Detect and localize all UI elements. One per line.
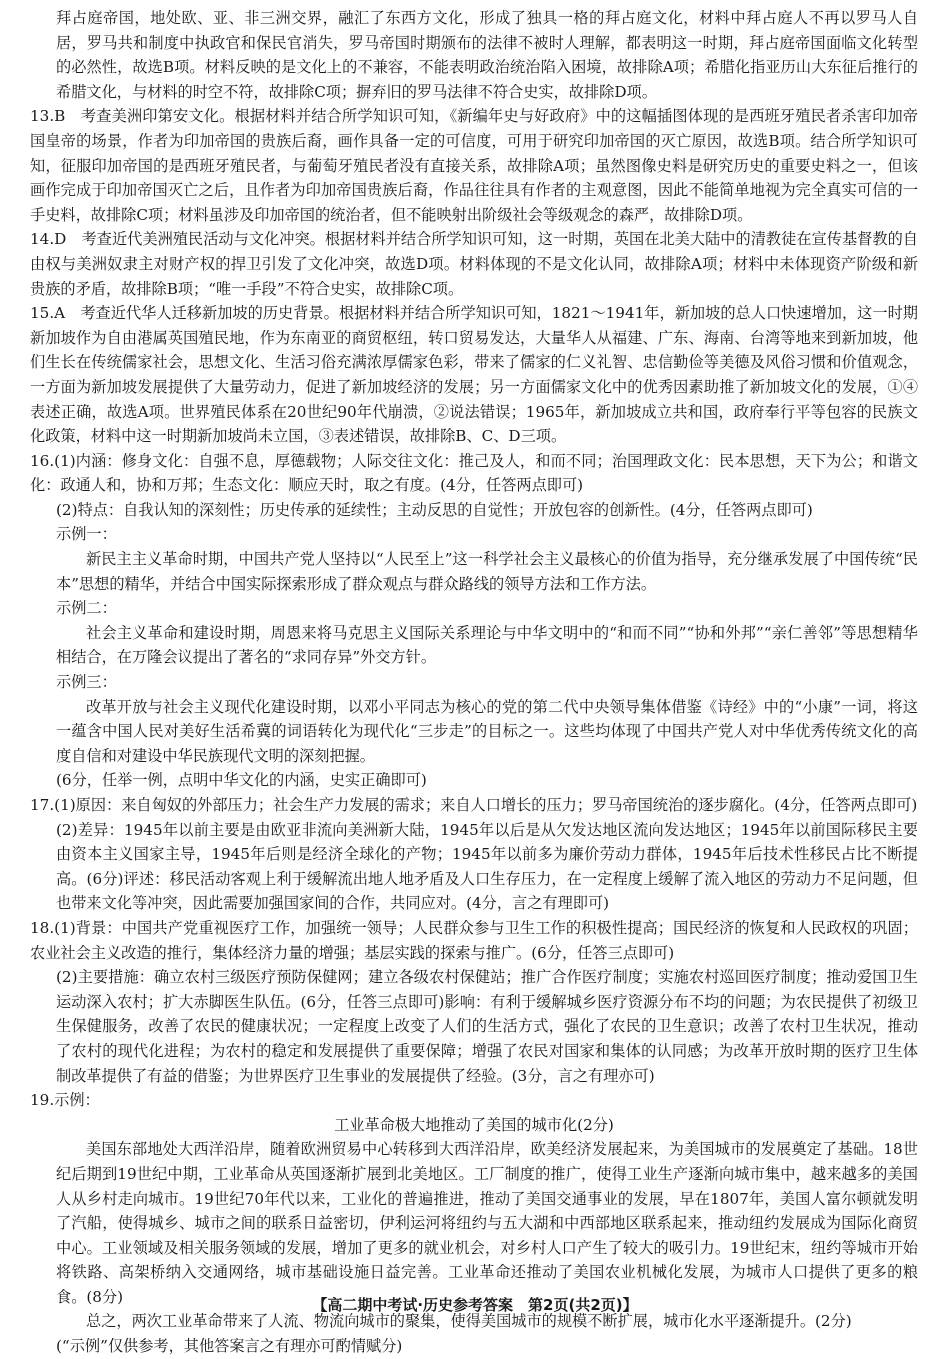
essay-note: (“示例”仅供参考，其他答案言之有理亦可酌情赋分)	[56, 1337, 403, 1356]
question-number: 16.	[30, 451, 55, 470]
example-1-text: 新民主主义革命时期，中国共产党人坚持以“人民至上”这一科学社会主义最核心的价值为指导，充分继承发展了中国传统“民本”思想的精华，并结合中国实际探索形成了群众观点与群众路线的领导方法和工作方法。	[56, 550, 918, 593]
answer-13	[30, 104, 918, 227]
answer-17-part2: (2)差异：1945年以前主要是由欧亚非流向美洲新大陆，1945年以后是从欠发达地区流向发达地区；1945年以前国际移民主要由资本主义国家主导，1945年后则是经济全球化的产物；1945年以前多为廉价劳动力群体，1945年后技术性移民占比不断提高。(6分)评述：移民活动客观上利于缓解流出地人地矛盾及人口生存压力，在一定程度上缓解了流入地区的劳动力不足问题，但也带来文化等冲突，因此需要加强国家间的合作，共同应对。(4分，言之有理即可)	[56, 820, 918, 913]
answer-text: (1)内涵：修身文化：自强不息，厚德载物；人际交往文化：推己及人，和而不同；治国理政文化：民本思想，天下为公；和谐文化：政通人和，协和万邦；生态文化：顺应天时，取之有度。(4分，任答两点即可)	[30, 451, 918, 495]
answer-18-part1	[30, 916, 918, 965]
answer-15	[30, 301, 918, 449]
answer-18-part2: (2)主要措施：确立农村三级医疗预防保健网；建立各级农村保健站；推广合作医疗制度；实施农村巡回医疗制度；推动爱国卫生运动深入农村；扩大赤脚医生队伍。(6分，任答三点即可)影响：有利于缓解城乡医疗资源分布不均的问题；为农民提供了初级卫生保健服务，改善了农民的健康状况；一定程度上改变了人们的生活方式，强化了农民的卫生意识；改善了农村卫生状况，推动了农村的现代化进程；为农村的稳定和发展提供了重要保障；增强了农民对国家和集体的认同感；为改革开放时期的医疗卫生体制改革提供了有益的借鉴；为世界医疗卫生事业的发展提供了经验。(3分，言之有理亦可)	[56, 968, 918, 1085]
question-number: 18.	[30, 918, 55, 937]
page-footer: 【高二期中考试·历史参考答案 第2页(共2页)】	[312, 1296, 638, 1314]
essay-title: 工业革命极大地推动了美国的城市化(2分)	[334, 1115, 614, 1134]
answer-text: B 考查美洲印第安文化。根据材料并结合所学知识可知，《新编年史与好政府》中的这幅插图体现的是西班牙殖民者杀害印加帝国皇帝的场景，作者为印加帝国的贵族后裔，画作具备一定的可信度，可用于研究印加帝国的灭亡原因，故选B项。结合所学知识可知，征服印加帝国的是西班牙殖民者，与葡萄牙殖民者没有直接关系，故排除A项；虽然图像史料是研究历史的重要史料之一，但该画作完成于印加帝国灭亡之后，且作者为印加帝国贵族后裔，作品往往具有作者的主观意图，因此不能简单地视为完全真实可信的一手史料，故排除C项；材料虽涉及印加帝国的统治者，但不能映射出阶级社会等级观念的森严，故排除D项。	[30, 107, 918, 224]
answer-content	[30, 6, 918, 1359]
answer-16-score: (6分，任举一例，点明中华文化的内涵，史实正确即可)	[56, 771, 427, 790]
answer-text: D 考查近代美洲殖民活动与文化冲突。根据材料并结合所学知识可知，这一时期，英国在北美大陆中的清教徒在宣传基督教的自由权与美洲奴隶主对财产权的捍卫引发了文化冲突，故选D项。材料体现的不是文化认同，故排除A项；材料中未体现资产阶级和新贵族的矛盾，故排除B项；“唯一手段”不符合史实，故排除C项。	[30, 230, 918, 298]
question-number: 19.	[30, 1091, 55, 1110]
question-number: 14.	[30, 230, 55, 249]
answer-text: (1)原因：来自匈奴的外部压力；社会生产力发展的需求；来自人口增长的压力；罗马帝国统治的逐步腐化。(4分，任答两点即可)	[54, 796, 918, 814]
answer-14	[30, 227, 918, 301]
answer-19-label	[30, 1088, 918, 1113]
example-1-label: 示例一：	[56, 525, 117, 544]
question-number: 17.	[30, 796, 55, 814]
question-number: 13.	[30, 107, 55, 126]
example-2-label: 示例二：	[56, 599, 117, 618]
answer-17-part1	[30, 793, 918, 818]
answer-text: 示例：	[54, 1091, 100, 1110]
essay-body: 美国东部地处大西洋沿岸，随着欧洲贸易中心转移到大西洋沿岸，欧美经济发展起来，为美国城市的发展奠定了基础。18世纪后期到19世纪中期，工业革命从英国逐渐扩展到北美地区。工厂制度的推广，使得工业生产逐渐向城市集中，越来越多的美国人从乡村走向城市。19世纪70年代以来，工业化的普遍推进，推动了美国交通事业的发展，早在1807年，美国人富尔顿就发明了汽船，使得城乡、城市之间的联系日益密切，伊利运河将纽约与五大湖和中西部地区联系起来，推动纽约发展成为国际化商贸中心。工业领域及相关服务领域的发展，增加了更多的就业机会，对乡村人口产生了较大的吸引力。19世纪末，纽约等城市开始将铁路、高架桥纳入交通网络，城市基础设施日益完善。工业革命还推动了美国农业机械化发展，为城市人口提供了更多的粮食。(8分)	[56, 1140, 918, 1306]
answer-16-part1	[30, 449, 918, 498]
question-number: 15.	[30, 304, 55, 323]
example-3-label: 示例三：	[56, 673, 117, 692]
essay-summary: 总之，两次工业革命带来了人流、物流向城市的聚集，使得美国城市的规模不断扩展，城市化水平逐渐提升。(2分)	[86, 1312, 852, 1331]
example-3-text: 改革开放与社会主义现代化建设时期，以邓小平同志为核心的党的第二代中央领导集体借鉴《诗经》中的“小康”一词，将这一蕴含中国人民对美好生活希冀的词语转化为现代化“三步走”的目标之一。这些均体现了中国共产党人对中华优秀传统文化的高度自信和对建设中华民族现代文明的深刻把握。	[56, 697, 918, 765]
answer-text: A 考查近代华人迁移新加坡的历史背景。根据材料并结合所学知识可知，1821～1941年，新加坡的总人口快速增加，这一时期新加坡作为自由港属英国殖民地，作为东南亚的商贸枢纽，转口贸易发达，大量华人从福建、广东、海南、台湾等地来到新加坡，他们生长在传统儒家社会，思想文化、生活习俗充满浓厚儒家色彩，带来了儒家的仁义礼智、忠信勤俭等美德及风俗习惯和价值观念，一方面为新加坡发展提供了大量劳动力，促进了新加坡经济的发展；另一方面儒家文化中的优秀因素助推了新加坡文化的发展，①④表述正确，故选A项。世界殖民体系在20世纪90年代崩溃，②说法错误；1965年，新加坡成立共和国，政府奉行平等包容的民族文化政策，材料中这一时期新加坡尚未立国，③表述错误，故排除B、C、D三项。	[30, 304, 918, 446]
answer-16-part2: (2)特点：自我认知的深刻性；历史传承的延续性；主动反思的自觉性；开放包容的创新性。(4分，任答两点即可)	[56, 500, 813, 519]
example-2-text: 社会主义革命和建设时期，周恩来将马克思主义国际关系理论与中华文明中的“和而不同”“协和外邦”“亲仁善邻”等思想精华相结合，在万隆会议提出了著名的“求同存异”外交方针。	[56, 623, 918, 667]
q12-continuation: 拜占庭帝国，地处欧、亚、非三洲交界，融汇了东西方文化，形成了独具一格的拜占庭文化，材料中拜占庭人不再以罗马人自居，罗马共和制度中执政官和保民官消失，罗马帝国时期颁布的法律不被时人理解，都表明这一时期，拜占庭帝国面临文化转型的必然性，故选B项。材料反映的是文化上的不兼容，不能表明政治统治陷入困境，故排除A项；希腊化指亚历山大东征后推行的希腊文化，与材料的时空不符，故排除C项；摒弃旧的罗马法律不符合史实，故排除D项。	[56, 9, 918, 101]
answer-text: (1)背景：中国共产党重视医疗工作，加强统一领导；人民群众参与卫生工作的积极性提高；国民经济的恢复和人民政权的巩固；农业社会主义改造的推行，集体经济力量的增强；基层实践的探索与推广。(6分，任答三点即可)	[30, 918, 918, 962]
